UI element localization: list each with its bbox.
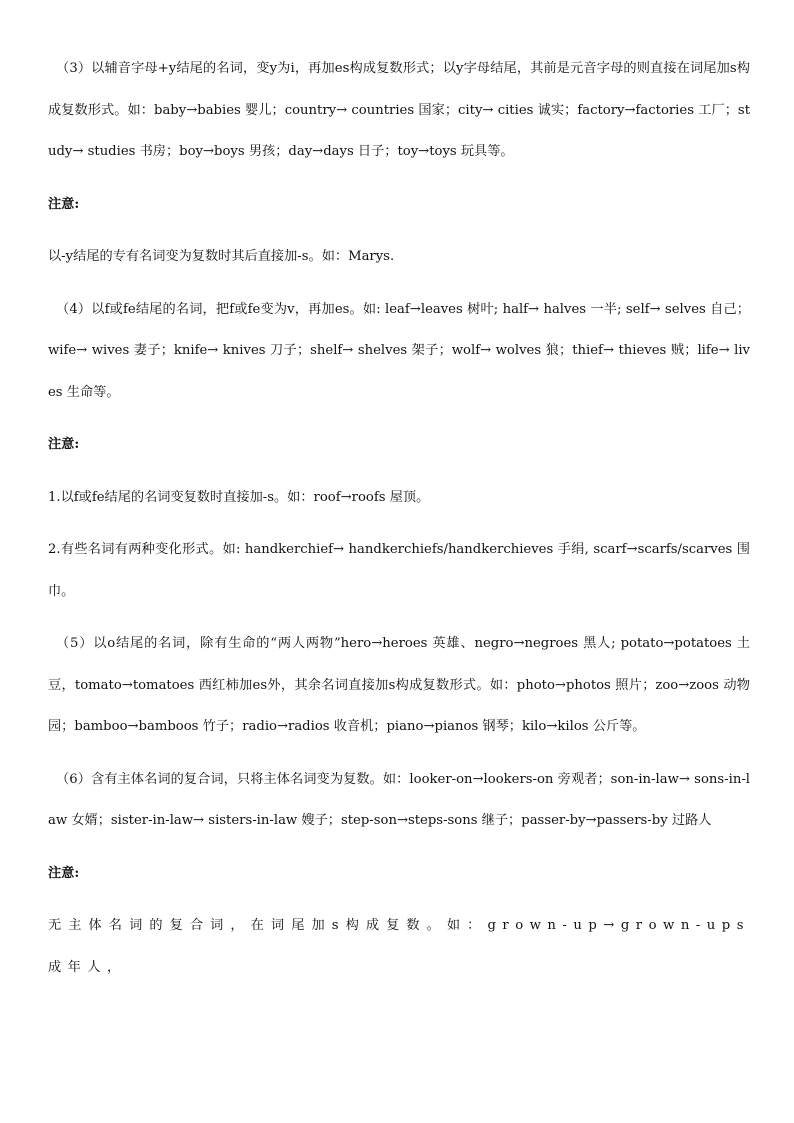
rule-3-paragraph: （3）以辅音字母+y结尾的名词，变y为i，再加es构成复数形式；以y字母结尾，其前是元音字母的则直接在词尾加s构成复数形式。如：baby→babies 婴儿；country→ countries 国家；city→ cities 诚实；factory→factories 工厂；study→ studies 书房；boy→boys 男孩；day→days 日子；toy→toys 玩具等。 xyxy=(48,61,750,159)
note-3-text: 无主体名词的复合词，在词尾加s构成复数。如：grown-up→grown-ups 成年人， xyxy=(48,918,750,975)
note-2-item-1: 1.以f或fe结尾的名词变复数时直接加-s。如：roof→roofs 屋顶。 xyxy=(48,489,430,505)
rule-4-paragraph: （4）以f或fe结尾的名词，把f或fe变为v，再加es。如: leaf→leaves 树叶; half→ halves 一半; self→ selves 自己；wife→ wives 妻子；knife→ knives 刀子；shelf→ shelves 架子；wolf→ wolves 狼；thief→ thieves 贼；life→ lives 生命等。 xyxy=(48,301,750,400)
note-heading-2: 注意: xyxy=(48,437,80,452)
rule-5-paragraph: （5）以o结尾的名词，除有生命的“两人两物”hero→heroes 英雄、negro→negroes 黑人; potato→potatoes 土豆，tomato→tomatoes 西红柿加es外，其余名词直接加s构成复数形式。如：photo→photos 照片；zoo→zoos 动物园；bamboo→bamboos 竹子；radio→radios 收音机；piano→pianos 钢琴；kilo→kilos 公斤等。 xyxy=(48,636,750,734)
rule-6-paragraph: （6）含有主体名词的复合词，只将主体名词变为复数。如：looker-on→lookers-on 旁观者；son-in-law→ sons-in-law 女婿；sister-in-law→ sisters-in-law 嫂子；step-son→steps-sons 继子；passer-by→passers-by 过路人 xyxy=(48,771,750,828)
note-1-text: 以-y结尾的专有名词变为复数时其后直接加-s。如：Marys. xyxy=(48,249,395,264)
document-page xyxy=(48,48,750,988)
note-2-item-2: 2.有些名词有两种变化形式。如: handkerchief→ handkerchiefs/handkerchieves 手绢, scarf→scarfs/scarves 围巾。 xyxy=(48,542,750,599)
note-heading-3: 注意: xyxy=(48,865,80,881)
note-heading-1: 注意: xyxy=(48,196,80,212)
